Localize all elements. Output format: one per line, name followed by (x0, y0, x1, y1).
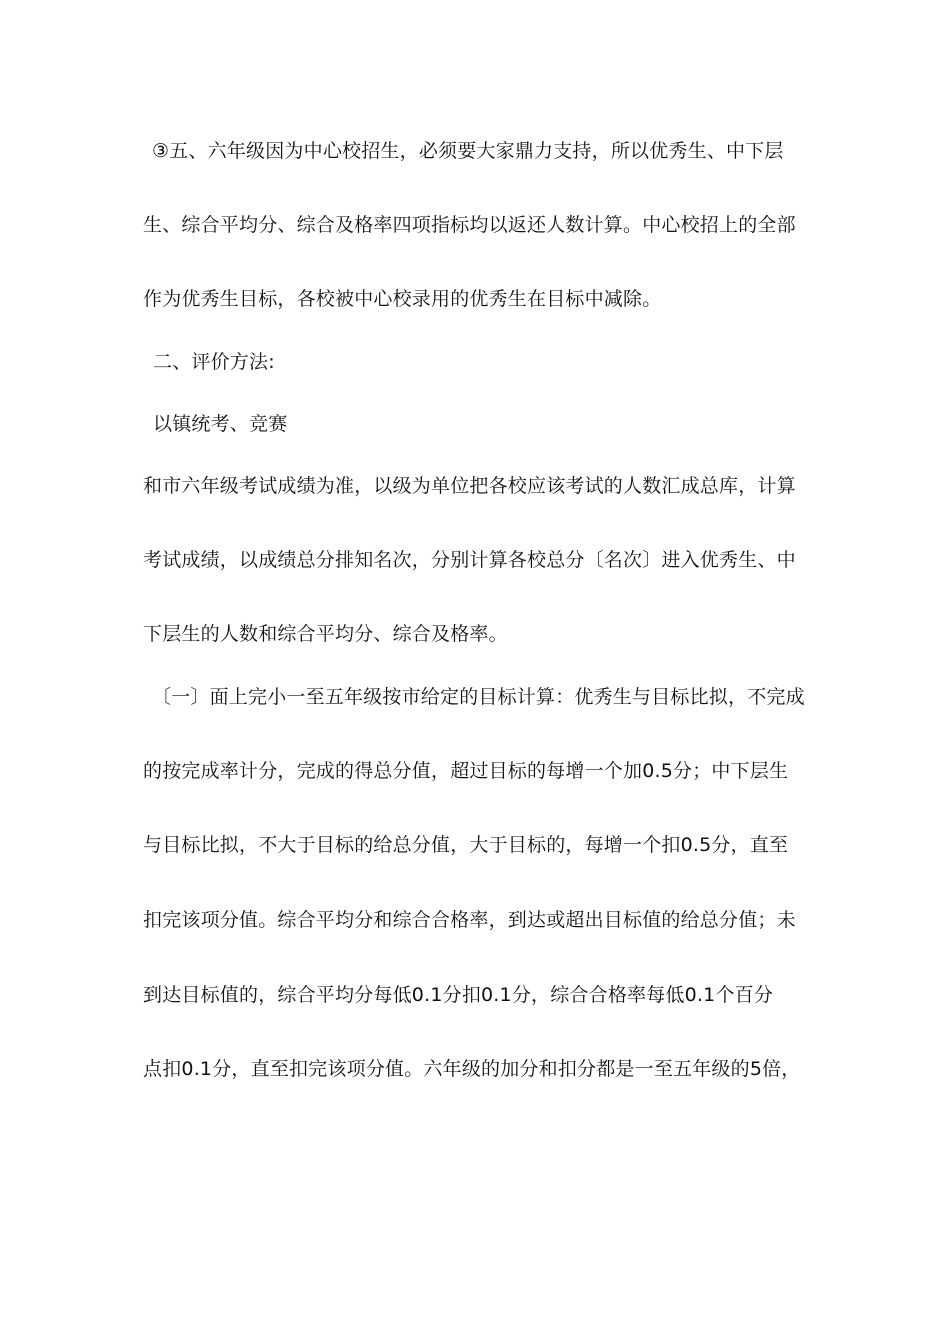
section-heading-evaluation-method: 二、评价方法: (153, 351, 275, 373)
text-line-10: 的按完成率计分，完成的得总分值，超过目标的每增一个加0.5分；中下层生 (143, 760, 789, 782)
text-line-13: 到达目标值的，综合平均分每低0.1分扣0.1分，综合合格率每低0.1个百分 (143, 984, 774, 1006)
text-line-12: 扣完该项分值。综合平均分和综合合格率，到达或超出目标值的给总分值；未 (143, 909, 796, 931)
text-line-5: 以镇统考、竞赛 (153, 413, 288, 435)
text-line-8: 下层生的人数和综合平均分、综合及格率。 (143, 623, 508, 645)
text-line-14: 点扣0.1分，直至扣完该项分值。六年级的加分和扣分都是一至五年级的5倍， (143, 1058, 801, 1080)
text-line-3: 作为优秀生目标，各校被中心校录用的优秀生在目标中减除。 (143, 288, 662, 310)
text-line-2: 生、综合平均分、综合及格率四项指标均以返还人数计算。中心校招上的全部 (143, 214, 796, 236)
text-line-6: 和市六年级考试成绩为准，以级为单位把各校应该考试的人数汇成总库，计算 (143, 475, 796, 497)
text-line-11: 与目标比拟，不大于目标的给总分值，大于目标的，每增一个扣0.5分，直至 (143, 834, 789, 856)
text-line-1: ③五、六年级因为中心校招生，必须要大家鼎力支持，所以优秀生、中下层 (152, 140, 784, 162)
text-line-9: 〔一〕面上完小一至五年级按市给定的目标计算：优秀生与目标比拟，不完成 (152, 686, 805, 708)
text-line-7: 考试成绩，以成绩总分排知名次，分别计算各校总分〔名次〕进入优秀生、中 (143, 549, 796, 571)
